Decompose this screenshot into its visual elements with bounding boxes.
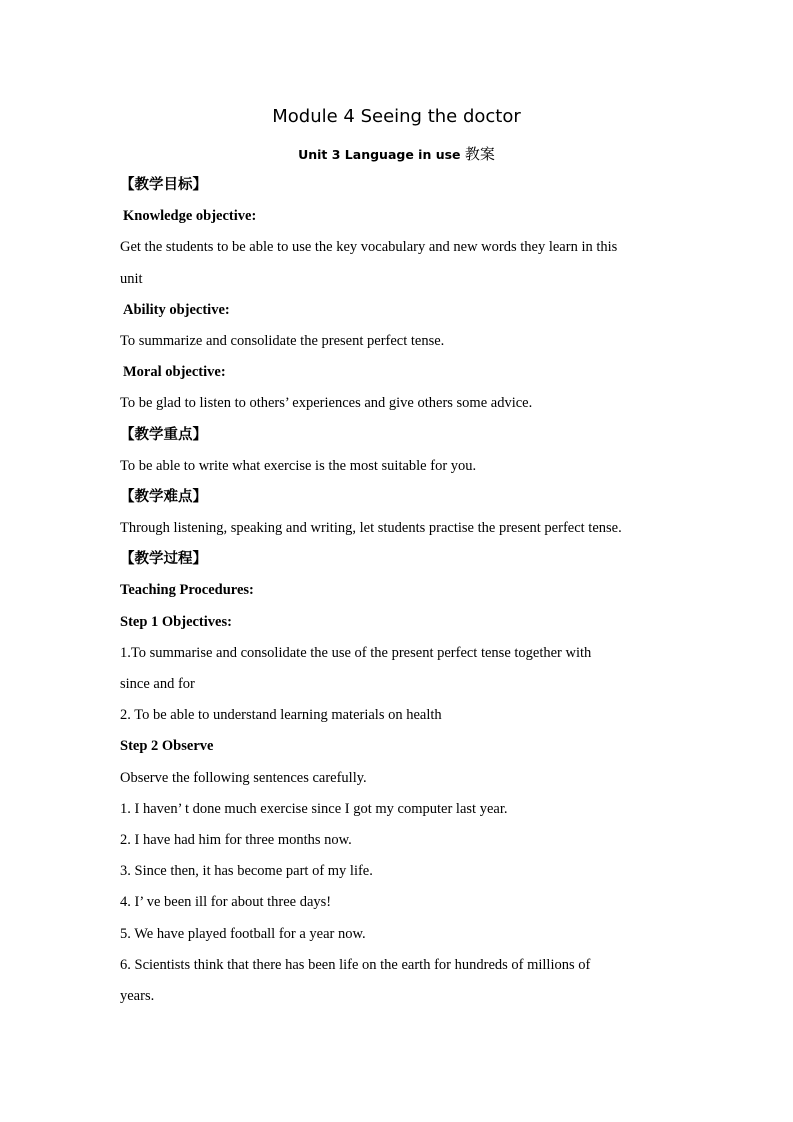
document-title: Module 4 Seeing the doctor <box>272 106 521 127</box>
document-subtitle <box>0 143 793 166</box>
subheading-teaching-procedures: Teaching Procedures: <box>120 582 254 599</box>
subheading-step-2: Step 2 Observe <box>120 738 214 755</box>
document-body <box>120 170 720 1012</box>
example-sentence: 3. Since then, it has become part of my life. <box>120 863 373 880</box>
text-line: Through listening, speaking and writing, let students practise the present perfect tense. <box>120 520 622 537</box>
example-sentence: 6. Scientists think that there has been life on the earth for hundreds of millions of <box>120 956 591 973</box>
subtitle-english: Unit 3 Language in use <box>298 147 461 162</box>
subheading-ability-objective: Ability objective: <box>123 301 230 318</box>
text-line: 2. To be able to understand learning materials on health <box>120 707 442 724</box>
section-heading-objectives: 【教学目标】 <box>120 177 207 193</box>
section-heading-process: 【教学过程】 <box>120 551 207 568</box>
section-heading-difficulties: 【教学难点】 <box>120 488 207 505</box>
example-sentence: 2. I have had him for three months now. <box>120 831 352 848</box>
example-sentence: 5. We have played football for a year now. <box>120 925 366 942</box>
subheading-step-1: Step 1 Objectives: <box>120 613 232 630</box>
example-sentence: 1. I haven’ t done much exercise since I got my computer last year. <box>120 800 508 817</box>
text-line: unit <box>120 270 143 287</box>
text-line: To be able to write what exercise is the most suitable for you. <box>120 457 477 474</box>
text-line: years. <box>120 987 155 1004</box>
example-sentence: 4. I’ ve been ill for about three days! <box>120 894 332 911</box>
subheading-knowledge-objective: Knowledge objective: <box>123 208 257 225</box>
subtitle-chinese: 教案 <box>464 145 495 163</box>
text-line: 1.To summarise and consolidate the use of the present perfect tense together with <box>120 644 592 661</box>
subheading-moral-objective: Moral objective: <box>123 364 226 381</box>
section-heading-key-points: 【教学重点】 <box>120 426 207 443</box>
text-line: since and for <box>120 676 195 692</box>
text-line: To be glad to listen to others’ experiences and give others some advice. <box>120 395 533 412</box>
text-line: Get the students to be able to use the key vocabulary and new words they learn in this <box>120 239 618 256</box>
text-line: Observe the following sentences carefully. <box>120 769 367 786</box>
text-line: To summarize and consolidate the present perfect tense. <box>120 332 445 349</box>
